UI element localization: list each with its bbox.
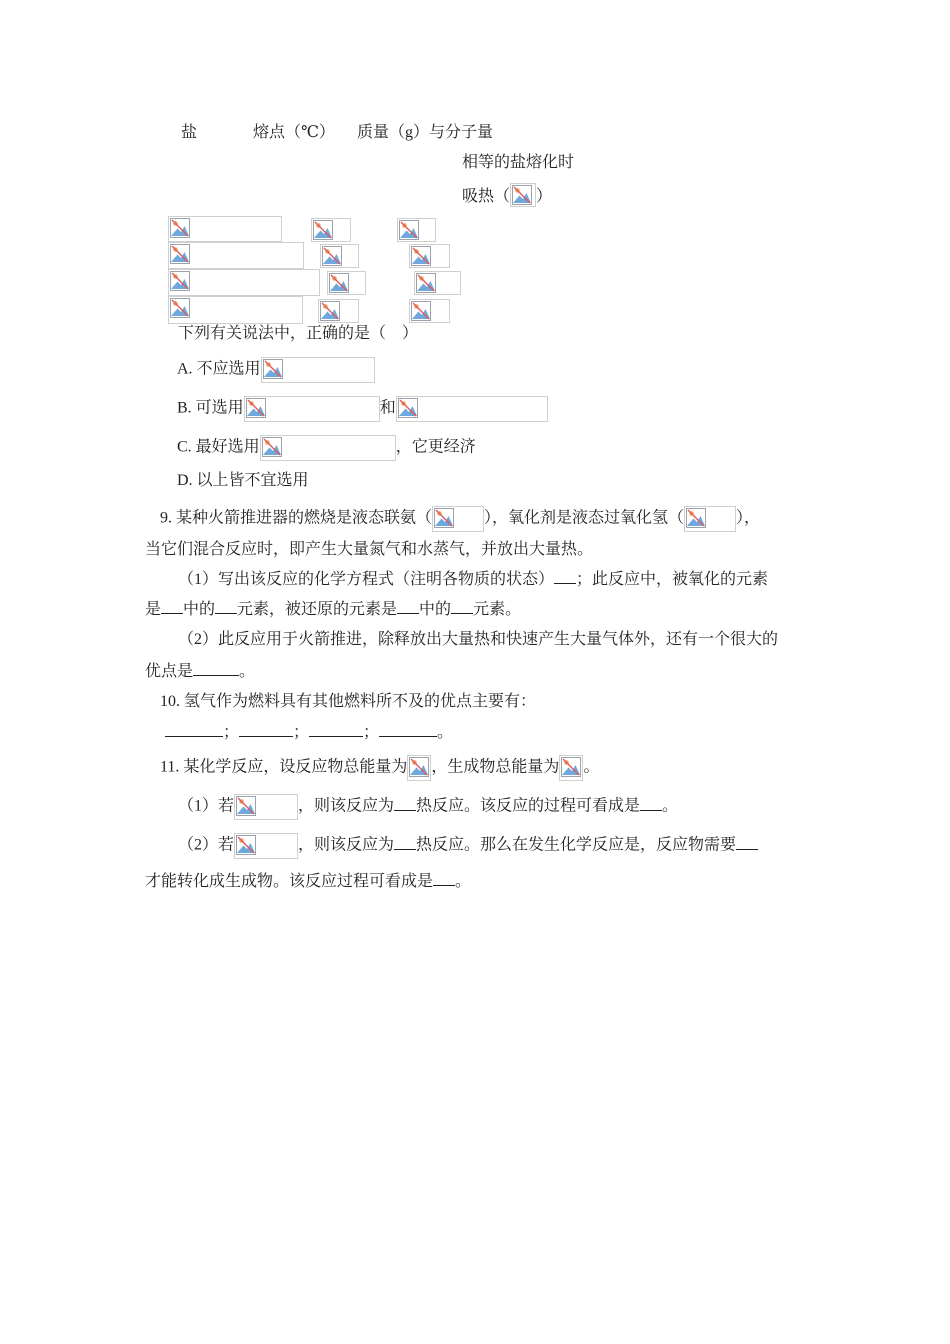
broken-image-icon (318, 299, 359, 323)
q10-blanks: ； ； ； 。 (165, 722, 453, 743)
answer-blank[interactable] (433, 871, 455, 886)
answer-blank[interactable] (309, 722, 363, 737)
answer-blank[interactable] (394, 835, 416, 850)
q8-option-b: B. 可选用 和 (177, 396, 548, 422)
q11-part2: （2）若 ，则该反应为 热反应。那么在发生化学反应是，反应物需要 (178, 833, 758, 859)
answer-blank[interactable] (451, 599, 473, 614)
answer-blank[interactable] (379, 722, 437, 737)
broken-image-icon (168, 216, 282, 242)
answer-blank[interactable] (397, 599, 419, 614)
broken-image-icon (320, 244, 359, 268)
broken-image-icon (409, 299, 450, 323)
broken-image-icon (260, 435, 396, 461)
table-header-heat-line3 (462, 183, 552, 207)
broken-image-icon (244, 396, 380, 422)
broken-image-icon (261, 357, 375, 383)
broken-image-icon (510, 183, 536, 207)
q11-title: 11. 某化学反应，设反应物总能量为 ，生成物总能量为 。 (160, 755, 599, 781)
q9-part2-cont: 优点是 。 (145, 663, 256, 680)
answer-blank[interactable] (640, 796, 662, 811)
broken-image-icon (414, 271, 461, 295)
broken-image-icon (559, 755, 583, 781)
answer-blank[interactable] (161, 599, 183, 614)
q11-part2-cont: 才能转化成生成物。该反应过程可看成是 。 (145, 873, 472, 890)
q9-part1: （1）写出该反应的化学方程式（注明各物质的状态） ；此反应中，被氧化的元素 (178, 571, 769, 588)
broken-image-icon (684, 506, 736, 532)
broken-image-icon (168, 242, 304, 269)
table-header-heat-line1: 质量（g）与分子量 (357, 124, 494, 141)
broken-image-icon (432, 506, 484, 532)
answer-blank[interactable] (554, 569, 576, 584)
answer-blank[interactable] (239, 722, 293, 737)
q9-title: 9. 某种火箭推进器的燃烧是液态联氨（ ），氧化剂是液态过氧化氢（ ）， (160, 506, 760, 532)
q8-option-a: A. 不应选用 (177, 357, 375, 383)
table-header-salt: 盐 (181, 124, 198, 141)
answer-blank[interactable] (215, 599, 237, 614)
q10-title: 10. 氢气作为燃料具有其他燃料所不及的优点主要有： (160, 693, 537, 710)
heat-unit-suffix: ） (536, 188, 553, 205)
broken-image-icon (168, 269, 320, 296)
q9-line2: 当它们混合反应时，即产生大量氮气和水蒸气，并放出大量热。 (145, 541, 594, 558)
q8-prompt: 下列有关说法中，正确的是（ ） (178, 325, 419, 342)
answer-blank[interactable] (736, 835, 758, 850)
q8-option-d: D. 以上皆不宜选用 (177, 472, 309, 489)
answer-blank[interactable] (193, 661, 239, 676)
broken-image-icon (396, 396, 548, 422)
answer-blank[interactable] (394, 796, 416, 811)
heat-unit-prefix: 吸热（ (462, 188, 511, 205)
broken-image-icon (327, 271, 366, 295)
q11-part1: （1）若 ，则该反应为 热反应。该反应的过程可看成是 。 (178, 794, 678, 820)
broken-image-icon (234, 794, 298, 820)
q8-option-c: C. 最好选用 ，它更经济 (177, 435, 476, 461)
table-header-heat-line2: 相等的盐熔化时 (462, 154, 575, 171)
q9-part1-cont: 是 中的 元素，被还原的元素是 中的 元素。 (145, 601, 522, 618)
broken-image-icon (234, 833, 298, 859)
broken-image-icon (311, 218, 351, 242)
broken-image-icon (397, 218, 436, 242)
q9-part2: （2）此反应用于火箭推进，除释放出大量热和快速产生大量气体外，还有一个很大的 (178, 631, 779, 648)
broken-image-icon (168, 296, 303, 324)
broken-image-icon (407, 755, 431, 781)
answer-blank[interactable] (165, 722, 223, 737)
table-header-melting-point: 熔点（℃） (253, 124, 335, 141)
broken-image-icon (409, 244, 450, 268)
